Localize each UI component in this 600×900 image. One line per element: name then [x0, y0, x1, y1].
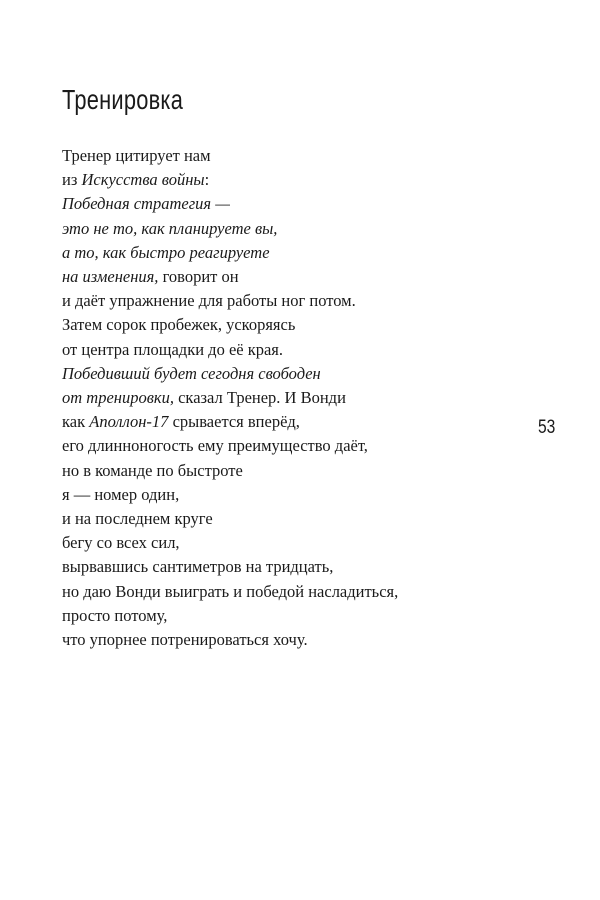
- italic-text: это не то, как планируете вы,: [62, 218, 278, 238]
- text-segment: как: [62, 412, 90, 432]
- poem-line: [62, 241, 398, 265]
- poem-line: [62, 483, 398, 507]
- italic-text: Аполлон-17: [89, 412, 169, 432]
- text-segment: его длинноногость ему преимущество даёт,: [62, 436, 368, 456]
- text-segment: просто потому,: [62, 605, 168, 625]
- text-segment: из: [62, 170, 82, 190]
- poem-line: [62, 289, 398, 313]
- italic-text: Победивший будет сегодня свободен: [62, 363, 321, 383]
- text-segment: :: [204, 170, 210, 190]
- text-segment: Тренер цитирует нам: [62, 146, 211, 165]
- poem-line: [62, 362, 398, 386]
- text-segment: Затем сорок пробежек, ускоряясь: [62, 315, 296, 335]
- text-segment: бегу со всех сил,: [62, 533, 180, 553]
- poem-line: [62, 507, 398, 531]
- poem-line: [62, 459, 398, 483]
- poem-line: [62, 338, 398, 362]
- text-segment: но в команде по быстроте: [62, 460, 243, 480]
- text-segment: от центра площадки до её края.: [62, 339, 284, 359]
- poem-line: [62, 604, 398, 628]
- poem-line: [62, 144, 398, 168]
- poem-line: [62, 192, 398, 216]
- poem-line: [62, 531, 398, 555]
- text-segment: срывается вперёд,: [168, 412, 300, 432]
- poem-line: [62, 217, 398, 241]
- poem-line: [62, 628, 398, 652]
- italic-text: от тренировки,: [62, 388, 174, 408]
- text-segment: сказал Тренер. И Вонди: [173, 388, 346, 408]
- text-segment: что упорнее потренироваться хочу.: [62, 630, 308, 650]
- text-segment: и даёт упражнение для работы ног потом.: [62, 291, 356, 311]
- italic-text: а то, как быстро реагируете: [62, 242, 270, 262]
- text-segment: и на последнем круге: [62, 509, 213, 529]
- page-number: 53: [538, 417, 556, 438]
- poem-body: [62, 144, 398, 652]
- poem-line: [62, 265, 398, 289]
- poem-line: [62, 434, 398, 458]
- text-segment: я — номер один,: [62, 484, 180, 504]
- italic-text: на изменения,: [62, 267, 159, 287]
- poem-line: [62, 168, 398, 192]
- text-segment: говорит он: [158, 267, 239, 287]
- poem-line: [62, 313, 398, 337]
- poem-line: [62, 386, 398, 410]
- poem-line: [62, 555, 398, 579]
- text-segment: но даю Вонди выиграть и победой насладиться,: [62, 581, 399, 601]
- text-segment: вырвавшись сантиметров на тридцать,: [62, 557, 334, 577]
- poem-line: [62, 410, 398, 434]
- italic-text: Победная стратегия —: [62, 194, 230, 214]
- italic-text: Искусства войны: [81, 170, 205, 190]
- poem-line: [62, 580, 398, 604]
- poem-title: Тренировка: [62, 84, 184, 115]
